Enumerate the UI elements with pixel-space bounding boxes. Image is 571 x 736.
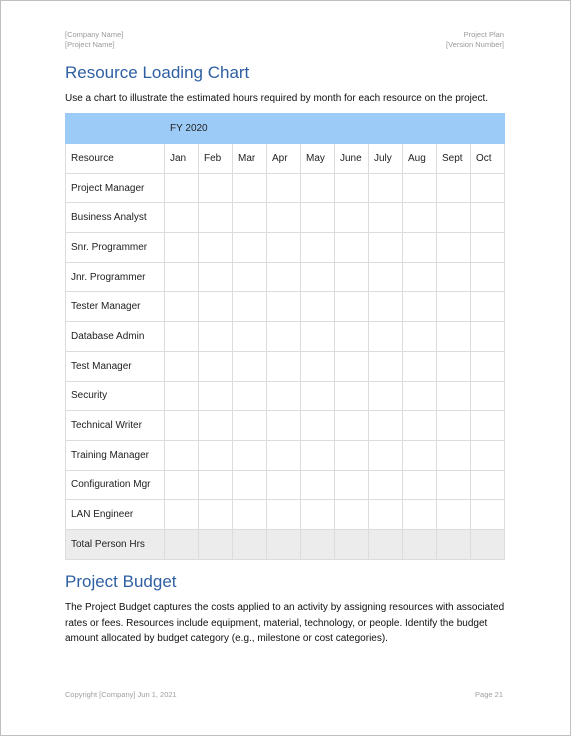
hours-cell[interactable] [301, 411, 335, 441]
hours-cell[interactable] [165, 500, 199, 530]
month-column-header: May [301, 144, 335, 174]
hours-cell[interactable] [301, 173, 335, 203]
hours-cell[interactable] [199, 351, 233, 381]
hours-cell[interactable] [403, 351, 437, 381]
section-title-resource-loading: Resource Loading Chart [65, 63, 250, 82]
hours-cell[interactable] [267, 351, 301, 381]
hours-cell[interactable] [437, 351, 471, 381]
hours-cell[interactable] [369, 500, 403, 530]
hours-cell[interactable] [165, 322, 199, 352]
month-column-header: July [369, 144, 403, 174]
hours-cell[interactable] [471, 322, 505, 352]
table-row [66, 173, 505, 203]
section-title-project-budget: Project Budget [65, 572, 177, 591]
hours-cell[interactable] [199, 173, 233, 203]
hours-cell[interactable] [369, 440, 403, 470]
hours-cell[interactable] [199, 322, 233, 352]
resource-label: Business Analyst [66, 203, 165, 233]
document-title: Project Plan [463, 30, 504, 39]
project-name: [Project Name] [65, 40, 115, 49]
table-row [66, 233, 505, 263]
table-row [66, 470, 505, 500]
month-column-header: Aug [403, 144, 437, 174]
hours-cell[interactable] [165, 381, 199, 411]
hours-cell[interactable] [403, 322, 437, 352]
table-row [66, 381, 505, 411]
version-number: [Version Number] [446, 40, 504, 49]
hours-cell[interactable] [165, 173, 199, 203]
hours-cell[interactable] [335, 470, 369, 500]
hours-cell[interactable] [437, 262, 471, 292]
hours-cell[interactable] [301, 529, 335, 559]
hours-cell[interactable] [233, 203, 267, 233]
fiscal-year-label: FY 2020 [165, 114, 505, 144]
hours-cell[interactable] [471, 411, 505, 441]
header-left [65, 30, 123, 50]
hours-cell[interactable] [471, 262, 505, 292]
table-row [66, 203, 505, 233]
hours-cell[interactable] [369, 292, 403, 322]
resource-label: Tester Manager [66, 292, 165, 322]
hours-cell[interactable] [199, 440, 233, 470]
hours-cell[interactable] [335, 411, 369, 441]
hours-cell[interactable] [165, 529, 199, 559]
hours-cell[interactable] [233, 262, 267, 292]
hours-cell[interactable] [233, 529, 267, 559]
hours-cell[interactable] [233, 411, 267, 441]
hours-cell[interactable] [437, 440, 471, 470]
resource-label: Total Person Hrs [66, 529, 165, 559]
hours-cell[interactable] [335, 292, 369, 322]
project-budget-text: The Project Budget captures the costs applied to an activity by assigning resources with associated rates or fees. Resources include equipment, material, technology, or people. Identify the budget amount allocated by budget category (e.g., milestone or cost categories). [65, 602, 505, 644]
hours-cell[interactable] [301, 292, 335, 322]
hours-cell[interactable] [301, 381, 335, 411]
hours-cell[interactable] [199, 500, 233, 530]
hours-cell[interactable] [199, 292, 233, 322]
company-name: [Company Name] [65, 30, 124, 39]
hours-cell[interactable] [233, 470, 267, 500]
fiscal-year-row [66, 114, 505, 144]
hours-cell[interactable] [233, 173, 267, 203]
hours-cell[interactable] [369, 529, 403, 559]
hours-cell[interactable] [335, 203, 369, 233]
hours-cell[interactable] [267, 500, 301, 530]
hours-cell[interactable] [267, 322, 301, 352]
hours-cell[interactable] [335, 233, 369, 263]
table-body [66, 114, 505, 560]
hours-cell[interactable] [165, 470, 199, 500]
hours-cell[interactable] [233, 351, 267, 381]
hours-cell[interactable] [165, 233, 199, 263]
hours-cell[interactable] [199, 470, 233, 500]
month-column-header: Apr [267, 144, 301, 174]
hours-cell[interactable] [233, 381, 267, 411]
hours-cell[interactable] [267, 381, 301, 411]
hours-cell[interactable] [267, 411, 301, 441]
hours-cell[interactable] [165, 292, 199, 322]
resource-column-header: Resource [66, 144, 165, 174]
hours-cell[interactable] [471, 381, 505, 411]
hours-cell[interactable] [165, 440, 199, 470]
hours-cell[interactable] [301, 203, 335, 233]
hours-cell[interactable] [165, 262, 199, 292]
resource-label: Project Manager [66, 173, 165, 203]
hours-cell[interactable] [403, 470, 437, 500]
hours-cell[interactable] [369, 381, 403, 411]
hours-cell[interactable] [471, 233, 505, 263]
hours-cell[interactable] [471, 500, 505, 530]
hours-cell[interactable] [403, 440, 437, 470]
hours-cell[interactable] [369, 470, 403, 500]
resource-label: Configuration Mgr [66, 470, 165, 500]
hours-cell[interactable] [403, 381, 437, 411]
hours-cell[interactable] [369, 411, 403, 441]
hours-cell[interactable] [471, 292, 505, 322]
hours-cell[interactable] [335, 262, 369, 292]
hours-cell[interactable] [369, 233, 403, 263]
hours-cell[interactable] [437, 173, 471, 203]
hours-cell[interactable] [335, 529, 369, 559]
hours-cell[interactable] [437, 381, 471, 411]
resource-label: Snr. Programmer [66, 233, 165, 263]
hours-cell[interactable] [403, 233, 437, 263]
hours-cell[interactable] [301, 440, 335, 470]
hours-cell[interactable] [233, 292, 267, 322]
resource-label: Training Manager [66, 440, 165, 470]
hours-cell[interactable] [267, 470, 301, 500]
hours-cell[interactable] [301, 322, 335, 352]
hours-cell[interactable] [199, 203, 233, 233]
month-column-header: Feb [199, 144, 233, 174]
hours-cell[interactable] [267, 262, 301, 292]
month-column-header: June [335, 144, 369, 174]
hours-cell[interactable] [267, 233, 301, 263]
hours-cell[interactable] [335, 322, 369, 352]
hours-cell[interactable] [403, 262, 437, 292]
hours-cell[interactable] [267, 203, 301, 233]
table-row [66, 351, 505, 381]
resource-label: Database Admin [66, 322, 165, 352]
hours-cell[interactable] [403, 529, 437, 559]
resource-label: LAN Engineer [66, 500, 165, 530]
header-right [446, 30, 504, 50]
hours-cell[interactable] [403, 292, 437, 322]
hours-cell[interactable] [335, 500, 369, 530]
hours-cell[interactable] [471, 470, 505, 500]
table-row [66, 322, 505, 352]
month-column-header: Mar [233, 144, 267, 174]
hours-cell[interactable] [233, 500, 267, 530]
month-column-header: Jan [165, 144, 199, 174]
hours-cell[interactable] [403, 411, 437, 441]
footer-page-number: Page 21 [475, 690, 503, 699]
table-row [66, 292, 505, 322]
table-row [66, 440, 505, 470]
hours-cell[interactable] [335, 351, 369, 381]
hours-cell[interactable] [267, 292, 301, 322]
hours-cell[interactable] [233, 322, 267, 352]
section-intro: Use a chart to illustrate the estimated hours required by month for each resource on the project. [65, 93, 488, 104]
hours-cell[interactable] [403, 173, 437, 203]
hours-cell[interactable] [165, 203, 199, 233]
hours-cell[interactable] [165, 351, 199, 381]
hours-cell[interactable] [199, 262, 233, 292]
hours-cell[interactable] [199, 411, 233, 441]
hours-cell[interactable] [267, 440, 301, 470]
resource-label: Test Manager [66, 351, 165, 381]
hours-cell[interactable] [369, 322, 403, 352]
table-row [66, 500, 505, 530]
hours-cell[interactable] [471, 351, 505, 381]
hours-cell[interactable] [437, 203, 471, 233]
hours-cell[interactable] [335, 440, 369, 470]
hours-cell[interactable] [199, 233, 233, 263]
hours-cell[interactable] [233, 440, 267, 470]
total-row [66, 529, 505, 559]
resource-label: Technical Writer [66, 411, 165, 441]
hours-cell[interactable] [437, 529, 471, 559]
hours-cell[interactable] [301, 470, 335, 500]
hours-cell[interactable] [369, 173, 403, 203]
hours-cell[interactable] [403, 500, 437, 530]
resource-label: Security [66, 381, 165, 411]
hours-cell[interactable] [335, 173, 369, 203]
hours-cell[interactable] [301, 262, 335, 292]
hours-cell[interactable] [233, 233, 267, 263]
hours-cell[interactable] [267, 173, 301, 203]
hours-cell[interactable] [471, 203, 505, 233]
hours-cell[interactable] [403, 203, 437, 233]
hours-cell[interactable] [437, 500, 471, 530]
hours-cell[interactable] [369, 262, 403, 292]
hours-cell[interactable] [301, 500, 335, 530]
month-column-header: Oct [471, 144, 505, 174]
fiscal-year-spacer [66, 114, 165, 144]
table-row [66, 262, 505, 292]
resource-label: Jnr. Programmer [66, 262, 165, 292]
hours-cell[interactable] [471, 173, 505, 203]
hours-cell[interactable] [301, 351, 335, 381]
hours-cell[interactable] [471, 440, 505, 470]
resource-loading-table [65, 113, 505, 560]
hours-cell[interactable] [437, 233, 471, 263]
hours-cell[interactable] [199, 381, 233, 411]
hours-cell[interactable] [369, 203, 403, 233]
table-header-row [66, 144, 505, 174]
footer-copyright: Copyright [Company] Jun 1, 2021 [65, 690, 177, 699]
hours-cell[interactable] [437, 292, 471, 322]
hours-cell[interactable] [335, 381, 369, 411]
hours-cell[interactable] [165, 411, 199, 441]
hours-cell[interactable] [267, 529, 301, 559]
hours-cell[interactable] [369, 351, 403, 381]
month-column-header: Sept [437, 144, 471, 174]
hours-cell[interactable] [199, 529, 233, 559]
hours-cell[interactable] [301, 233, 335, 263]
table-row [66, 411, 505, 441]
hours-cell[interactable] [471, 529, 505, 559]
hours-cell[interactable] [437, 470, 471, 500]
hours-cell[interactable] [437, 411, 471, 441]
hours-cell[interactable] [437, 322, 471, 352]
